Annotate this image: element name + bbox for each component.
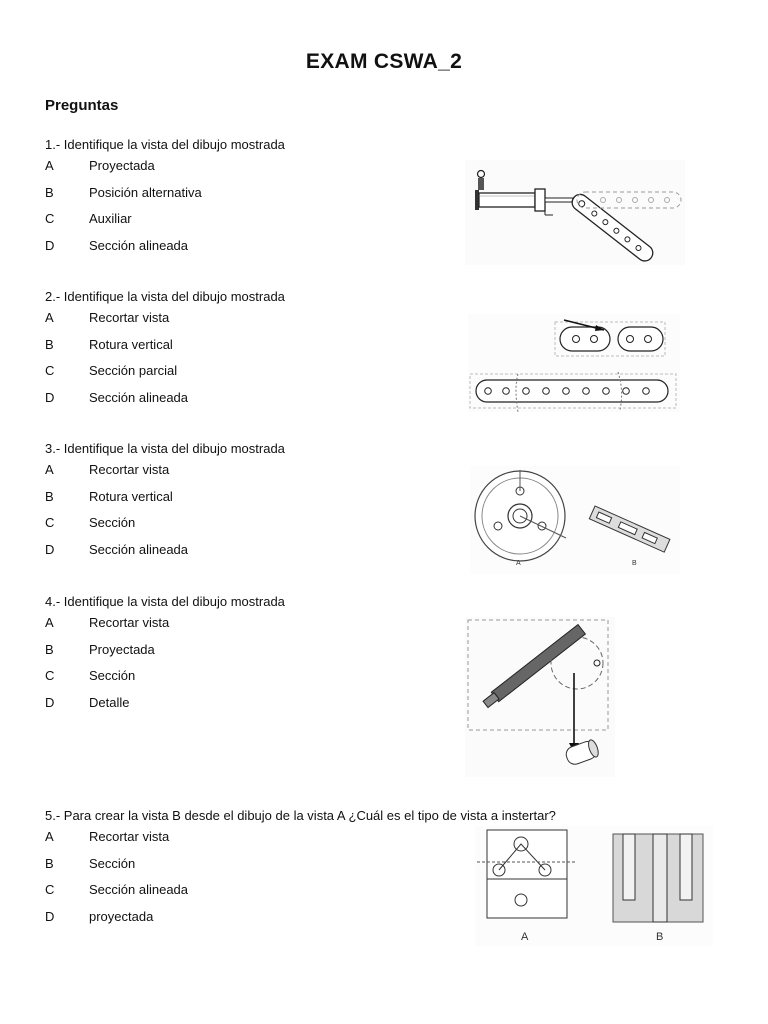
option-letter: B bbox=[45, 184, 54, 200]
figure-cylinder-arm bbox=[465, 160, 685, 265]
option-label: Sección bbox=[89, 668, 136, 684]
figure-view-a-b bbox=[475, 826, 713, 946]
option-label: proyectada bbox=[89, 909, 154, 925]
option-letter: B bbox=[45, 855, 54, 871]
option-letter: A bbox=[45, 829, 54, 844]
option-label: Recortar vista bbox=[89, 462, 170, 477]
figure-label-b: B bbox=[632, 560, 637, 567]
option-letter: D bbox=[45, 238, 55, 254]
option-letter: D bbox=[45, 390, 55, 406]
option-letter: B bbox=[45, 488, 54, 504]
option-label: Sección bbox=[89, 515, 136, 531]
option-label: Sección bbox=[89, 855, 136, 871]
figure-shaft-detail bbox=[465, 617, 615, 777]
option-label: Proyectada bbox=[89, 641, 155, 657]
option-label: Sección alineada bbox=[89, 390, 189, 406]
option-letter: C bbox=[45, 882, 55, 898]
question-text: 2.- Identifique la vista del dibujo mostrada bbox=[45, 289, 285, 304]
question-text: 1.- Identifique la vista del dibujo mostrada bbox=[45, 137, 285, 152]
option-letter: B bbox=[45, 336, 54, 352]
section-heading: Preguntas bbox=[45, 97, 119, 114]
option-label: Recortar vista bbox=[89, 310, 170, 325]
option-label: Sección parcial bbox=[89, 363, 178, 379]
question-text: 5.- Para crear la vista B desde el dibujo de la vista A ¿Cuál es el tipo de vista a instertar? bbox=[45, 808, 556, 823]
option-label: Recortar vista bbox=[89, 829, 170, 844]
option-label: Rotura vertical bbox=[89, 488, 173, 504]
figure-wheel-section bbox=[470, 466, 680, 574]
option-label: Sección alineada bbox=[89, 238, 189, 254]
option-label: Posición alternativa bbox=[89, 184, 202, 200]
option-letter: D bbox=[45, 695, 55, 711]
option-letter: C bbox=[45, 363, 55, 379]
option-letter: D bbox=[45, 909, 55, 925]
option-letter: C bbox=[45, 668, 55, 684]
option-letter: D bbox=[45, 542, 55, 558]
figure-label-a: A bbox=[516, 560, 521, 567]
question-text: 3.- Identifique la vista del dibujo mostrada bbox=[45, 441, 285, 456]
question-text: 4.- Identifique la vista del dibujo mostrada bbox=[45, 594, 285, 609]
figure-plate-break bbox=[468, 314, 680, 412]
option-letter: C bbox=[45, 211, 55, 227]
option-letter: A bbox=[45, 310, 54, 325]
option-label: Detalle bbox=[89, 695, 130, 711]
option-label: Sección alineada bbox=[89, 882, 189, 898]
option-letter: A bbox=[45, 462, 54, 477]
option-label: Proyectada bbox=[89, 158, 155, 173]
option-letter: C bbox=[45, 515, 55, 531]
option-label: Auxiliar bbox=[89, 211, 132, 227]
option-label: Rotura vertical bbox=[89, 336, 173, 352]
option-letter: B bbox=[45, 641, 54, 657]
figure-label-a: A bbox=[521, 931, 529, 943]
option-label: Recortar vista bbox=[89, 615, 170, 630]
figure-label-b: B bbox=[656, 931, 664, 943]
option-letter: A bbox=[45, 615, 54, 630]
option-label: Sección alineada bbox=[89, 542, 189, 558]
option-letter: A bbox=[45, 158, 54, 173]
page-title: EXAM CSWA_2 bbox=[305, 50, 463, 73]
